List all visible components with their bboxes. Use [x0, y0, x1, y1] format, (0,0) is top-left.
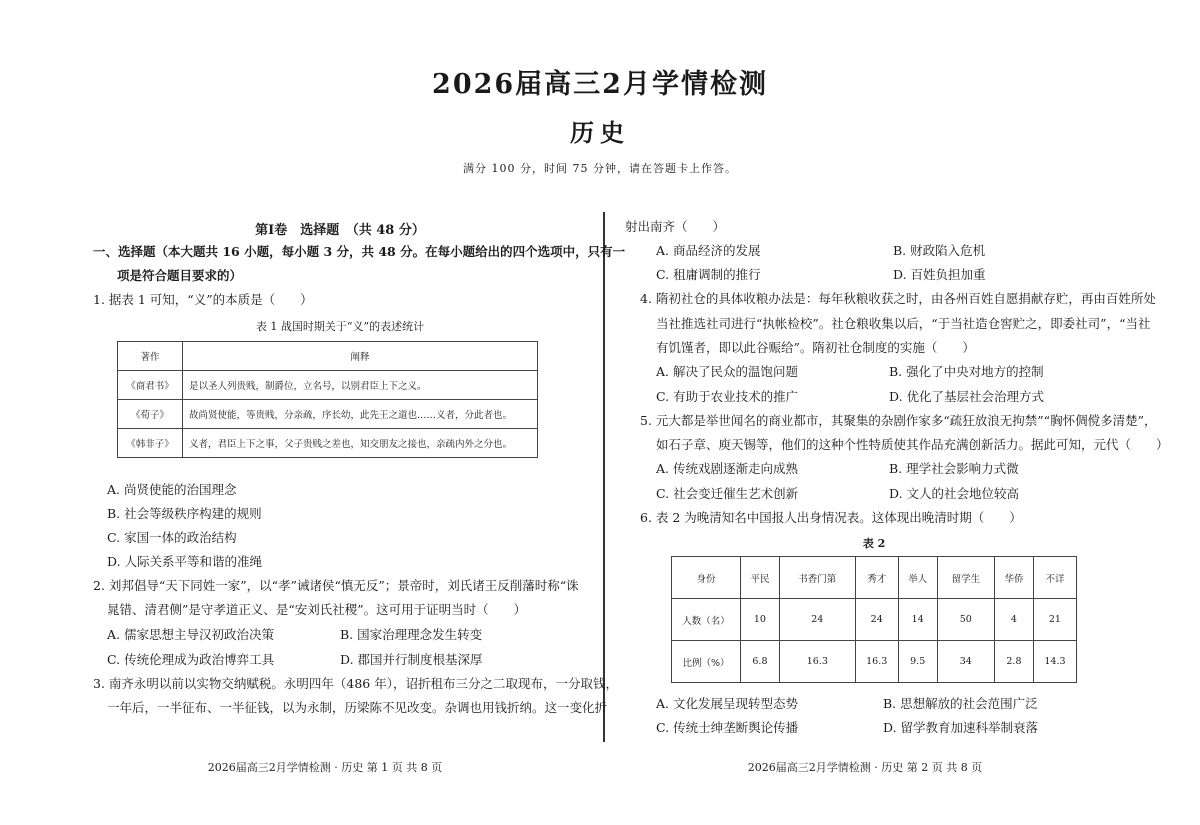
q5-option-d: D. 文人的社会地位较高 [889, 486, 1020, 501]
table2-header-row [672, 557, 1077, 599]
section-title: 第Ⅰ卷 选择题 （共 48 分） [255, 223, 425, 238]
q1-option-c: C. 家国一体的政治结构 [107, 530, 237, 545]
q5-option-b: B. 理学社会影响力式微 [889, 461, 1019, 476]
table2-cell: 6.8 [741, 641, 780, 683]
table1-cell: 义者，君臣上下之事，父子贵贱之差也，知交朋友之接也，亲疏内外之分也。 [183, 429, 538, 458]
table2 [671, 556, 1077, 683]
table2-header-cell: 华侨 [995, 557, 1034, 599]
table2-cell: 21 [1033, 599, 1076, 641]
table1-cell: 故尚贤使能，等贵贱，分亲疏，序长幼，此先王之道也……义者，分此者也。 [183, 400, 538, 429]
q5-option-c: C. 社会变迁催生艺术创新 [656, 486, 799, 501]
q2-option-c: C. 传统伦理成为政治博弈工具 [107, 652, 275, 667]
table2-header-cell: 秀才 [855, 557, 898, 599]
table2-header-cell: 不详 [1033, 557, 1076, 599]
table-row [118, 400, 538, 429]
q5-option-a: A. 传统戏剧逐渐走向成熟 [656, 461, 798, 476]
q4-line1: 4. 隋初社仓的具体收粮办法是：每年秋粮收获之时，由各州百姓自愿捐献存贮，再由百姓所处 [640, 291, 1156, 306]
table2-header-cell: 书香门第 [779, 557, 855, 599]
table1-caption: 表 1 战国时期关于“义”的表述统计 [255, 320, 425, 333]
q4-option-c: C. 有助于农业技术的推广 [656, 389, 799, 404]
table2-row-label: 人数（名） [672, 599, 741, 641]
exam-notice: 满分 100 分，时间 75 分钟，请在答题卡上作答。 [463, 162, 737, 175]
table1-cell: 《商君书》 [118, 371, 183, 400]
column-divider [603, 212, 605, 742]
page-footer-left: 2026届高三2月学情检测 · 历史 第 1 页 共 8 页 [207, 761, 443, 774]
section-instruction-line1: 一、选择题（本大题共 16 小题，每小题 3 分，共 48 分。在每小题给出的四个选项中，只有一 [93, 244, 626, 259]
section-instruction-line2: 项是符合题目要求的） [117, 268, 243, 283]
table1-header-cell: 著作 [118, 342, 183, 371]
q3-option-d: D. 百姓负担加重 [893, 267, 986, 282]
subject-title: 历史 [570, 118, 630, 147]
q3-option-b: B. 财政陷入危机 [893, 243, 986, 258]
q6-option-c: C. 传统士绅垄断舆论传播 [656, 720, 799, 735]
table1-cell: 是以圣人列贵贱，制爵位，立名号，以别君臣上下之义。 [183, 371, 538, 400]
table2-cell: 10 [741, 599, 780, 641]
q3-line3: 射出南齐（ ） [625, 219, 726, 234]
table2-cell: 16.3 [855, 641, 898, 683]
table2-row-label: 比例（%） [672, 641, 741, 683]
table1-cell: 《荀子》 [118, 400, 183, 429]
q6-option-b: B. 思想解放的社会范围广泛 [883, 696, 1038, 711]
table1-cell: 《韩非子》 [118, 429, 183, 458]
q6-option-d: D. 留学教育加速科举制衰落 [883, 720, 1039, 735]
table1-header-row [118, 342, 538, 371]
q2-option-d: D. 郡国并行制度根基深厚 [340, 652, 483, 667]
q5-line2: 如石子章、庾天锡等，他们的这种个性特质使其作品充满创新活力。据此可知，元代（ ） [656, 437, 1169, 452]
table2-cell: 50 [937, 599, 994, 641]
q6-stem: 6. 表 2 为晚清知名中国报人出身情况表。这体现出晚清时期（ ） [640, 510, 1022, 525]
table2-caption: 表 2 [862, 537, 886, 550]
q5-line1: 5. 元大都是举世闻名的商业都市，其聚集的杂剧作家多“疏狂放浪无拘禁”“胸怀倜傥多清楚”， [640, 413, 1157, 428]
q4-option-b: B. 强化了中央对地方的控制 [889, 364, 1044, 379]
q2-option-a: A. 儒家思想主导汉初政治决策 [107, 627, 274, 642]
table2-cell: 24 [855, 599, 898, 641]
q3-line1: 3. 南齐永明以前以实物交纳赋税。永明四年（486 年），诏折租布三分之二取现布，一分取钱， [93, 676, 618, 691]
q3-line2: 一年后，一半征布、一半征钱，以为永制，历梁陈不见改变。杂调也用钱折纳。这一变化折 [107, 700, 608, 715]
q4-line2: 当社推选社司进行“执帐检校”。社仓粮收集以后，“于当社造仓窖贮之，即委社司”，“当社 [656, 316, 1151, 331]
table-row [118, 429, 538, 458]
q1-option-b: B. 社会等级秩序构建的规则 [107, 506, 262, 521]
exam-title: 2026届高三2月学情检测 [432, 69, 768, 100]
q1-stem: 1. 据表 1 可知，“义”的本质是（ ） [93, 292, 313, 307]
table-row [672, 599, 1077, 641]
q2-option-b: B. 国家治理理念发生转变 [340, 627, 483, 642]
table2-cell: 4 [995, 599, 1034, 641]
q1-option-d: D. 人际关系平等和谐的准绳 [107, 554, 263, 569]
q3-option-c: C. 租庸调制的推行 [656, 267, 761, 282]
table2-header-cell: 举人 [898, 557, 937, 599]
table2-header-cell: 身份 [672, 557, 741, 599]
q3-option-a: A. 商品经济的发展 [656, 243, 761, 258]
table2-cell: 9.5 [898, 641, 937, 683]
table-row [672, 641, 1077, 683]
q2-line2: 晁错、清君侧”是守孝道正义、是“安刘氏社稷”。这可用于证明当时（ ） [107, 602, 527, 617]
table2-header-cell: 平民 [741, 557, 780, 599]
table2-cell: 2.8 [995, 641, 1034, 683]
table-row [118, 371, 538, 400]
table2-cell: 16.3 [779, 641, 855, 683]
table2-cell: 34 [937, 641, 994, 683]
q4-line3: 有饥馑者，即以此谷赈给”。隋初社仓制度的实施（ ） [656, 340, 975, 355]
q4-option-a: A. 解决了民众的温饱问题 [656, 364, 798, 379]
table2-cell: 14.3 [1033, 641, 1076, 683]
q4-option-d: D. 优化了基层社会治理方式 [889, 389, 1045, 404]
table2-cell: 14 [898, 599, 937, 641]
table1 [117, 341, 538, 458]
q6-option-a: A. 文化发展呈现转型态势 [656, 696, 798, 711]
q1-option-a: A. 尚贤使能的治国理念 [107, 482, 237, 497]
page-footer-right: 2026届高三2月学情检测 · 历史 第 2 页 共 8 页 [747, 761, 983, 774]
table1-header-cell: 阐释 [183, 342, 538, 371]
table2-cell: 24 [779, 599, 855, 641]
table2-header-cell: 留学生 [937, 557, 994, 599]
q2-line1: 2. 刘邦倡导“天下同姓一家”，以“孝”诫诸侯“慎无反”；景帝时，刘氏诸王反削藩时称“诛 [93, 578, 579, 593]
